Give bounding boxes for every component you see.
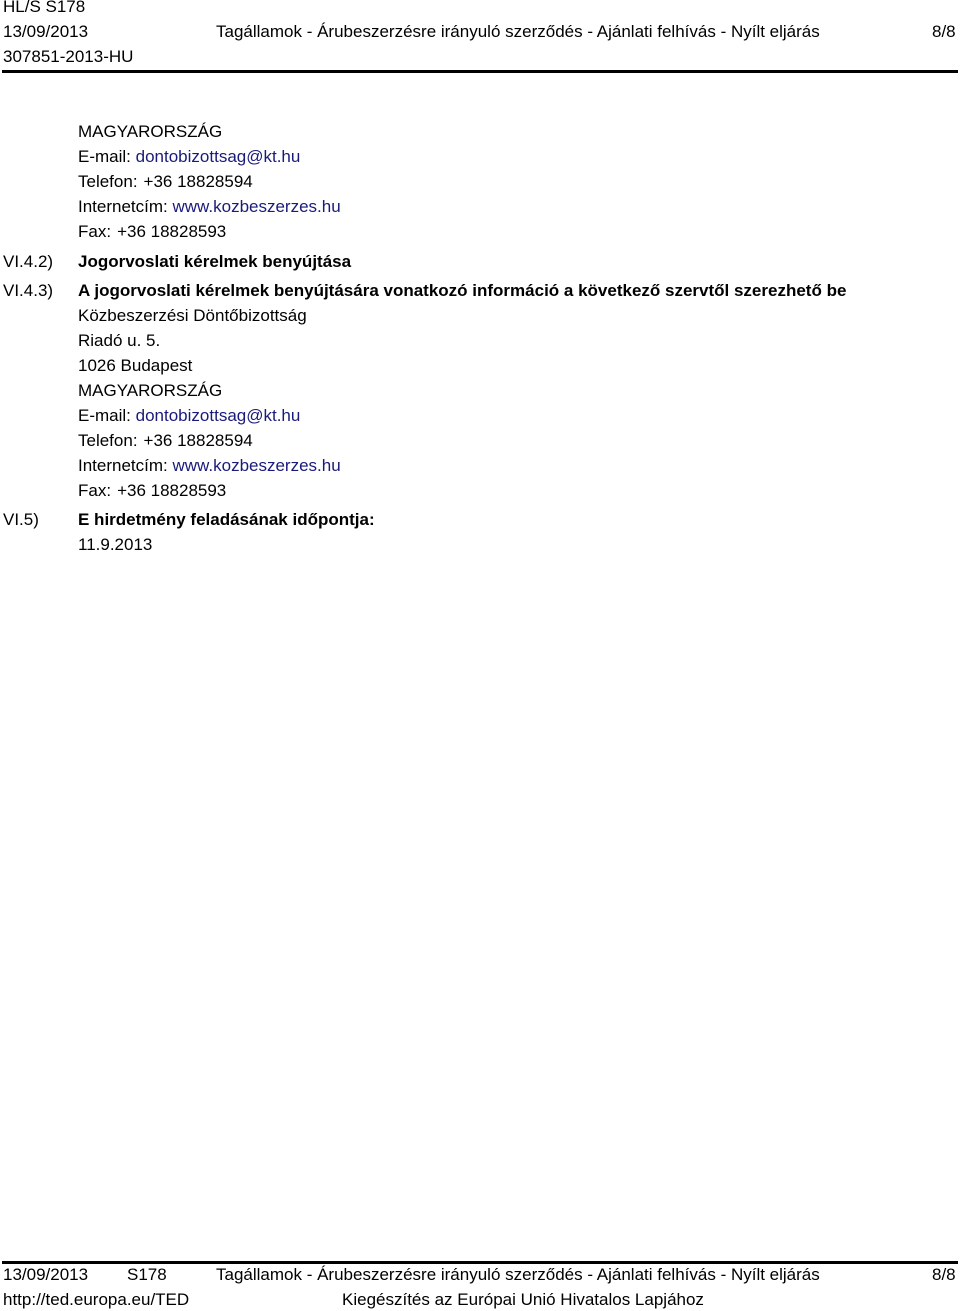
country: MAGYARORSZÁG [78, 122, 223, 141]
web-link[interactable]: www.kozbeszerzes.hu [172, 197, 341, 216]
header-rule [2, 70, 958, 73]
section-title-vi42: Jogorvoslati kérelmek benyújtása [78, 252, 352, 271]
header-date: 13/09/2013 [3, 22, 89, 41]
email-label: E-mail: [78, 147, 131, 166]
footer-supplement: Kiegészítés az Európai Unió Hivatalos Lapjához [342, 1290, 704, 1309]
email-line-2 [78, 406, 300, 426]
fax-value-2: +36 18828593 [117, 481, 227, 500]
fax-line [78, 222, 226, 242]
fax-line-2 [78, 481, 226, 501]
footer-title: Tagállamok - Árubeszerzésre irányuló szerződés - Ajánlati felhívás - Nyílt eljárás [216, 1265, 820, 1284]
web-line [78, 197, 341, 217]
section-number-vi5: VI.5) [3, 510, 39, 529]
phone-value: +36 18828594 [143, 172, 253, 191]
footer-rule [2, 1261, 958, 1264]
email-link[interactable]: dontobizottsag@kt.hu [135, 147, 301, 166]
footer-url[interactable]: http://ted.europa.eu/TED [3, 1290, 190, 1309]
header-page-number: 8/8 [932, 22, 956, 41]
section-number-vi42: VI.4.2) [3, 252, 54, 271]
fax-label-2: Fax: [78, 481, 112, 500]
email-link-2[interactable]: dontobizottsag@kt.hu [135, 406, 301, 425]
fax-label: Fax: [78, 222, 112, 241]
phone-value-2: +36 18828594 [143, 431, 253, 450]
country-2: MAGYARORSZÁG [78, 381, 223, 400]
email-line [78, 147, 300, 167]
email-label-2: E-mail: [78, 406, 131, 425]
footer-series: S178 [127, 1265, 167, 1284]
header-notice-number: 307851-2013-HU [3, 47, 134, 66]
web-line-2 [78, 456, 341, 476]
header-title: Tagállamok - Árubeszerzésre irányuló szerződés - Ajánlati felhívás - Nyílt eljárás [216, 22, 820, 41]
section-title-vi5: E hirdetmény feladásának időpontja: [78, 510, 375, 529]
footer-date: 13/09/2013 [3, 1265, 89, 1284]
header-doc-code: HL/S S178 [3, 0, 86, 16]
phone-label-2: Telefon: [78, 431, 138, 450]
phone-line [78, 172, 253, 192]
phone-line-2 [78, 431, 253, 451]
fax-value: +36 18828593 [117, 222, 227, 241]
section-title-vi43: A jogorvoslati kérelmek benyújtására vonatkozó információ a következő szervtől szerezhető be [78, 281, 847, 300]
section-number-vi43: VI.4.3) [3, 281, 54, 300]
web-link-2[interactable]: www.kozbeszerzes.hu [172, 456, 341, 475]
footer-page-number: 8/8 [932, 1265, 956, 1284]
street-address: Riadó u. 5. [78, 331, 161, 350]
dispatch-date: 11.9.2013 [78, 535, 153, 554]
web-label-2: Internetcím: [78, 456, 168, 475]
phone-label: Telefon: [78, 172, 138, 191]
web-label: Internetcím: [78, 197, 168, 216]
organization-name: Közbeszerzési Döntőbizottság [78, 306, 307, 325]
city-postcode: 1026 Budapest [78, 356, 193, 375]
